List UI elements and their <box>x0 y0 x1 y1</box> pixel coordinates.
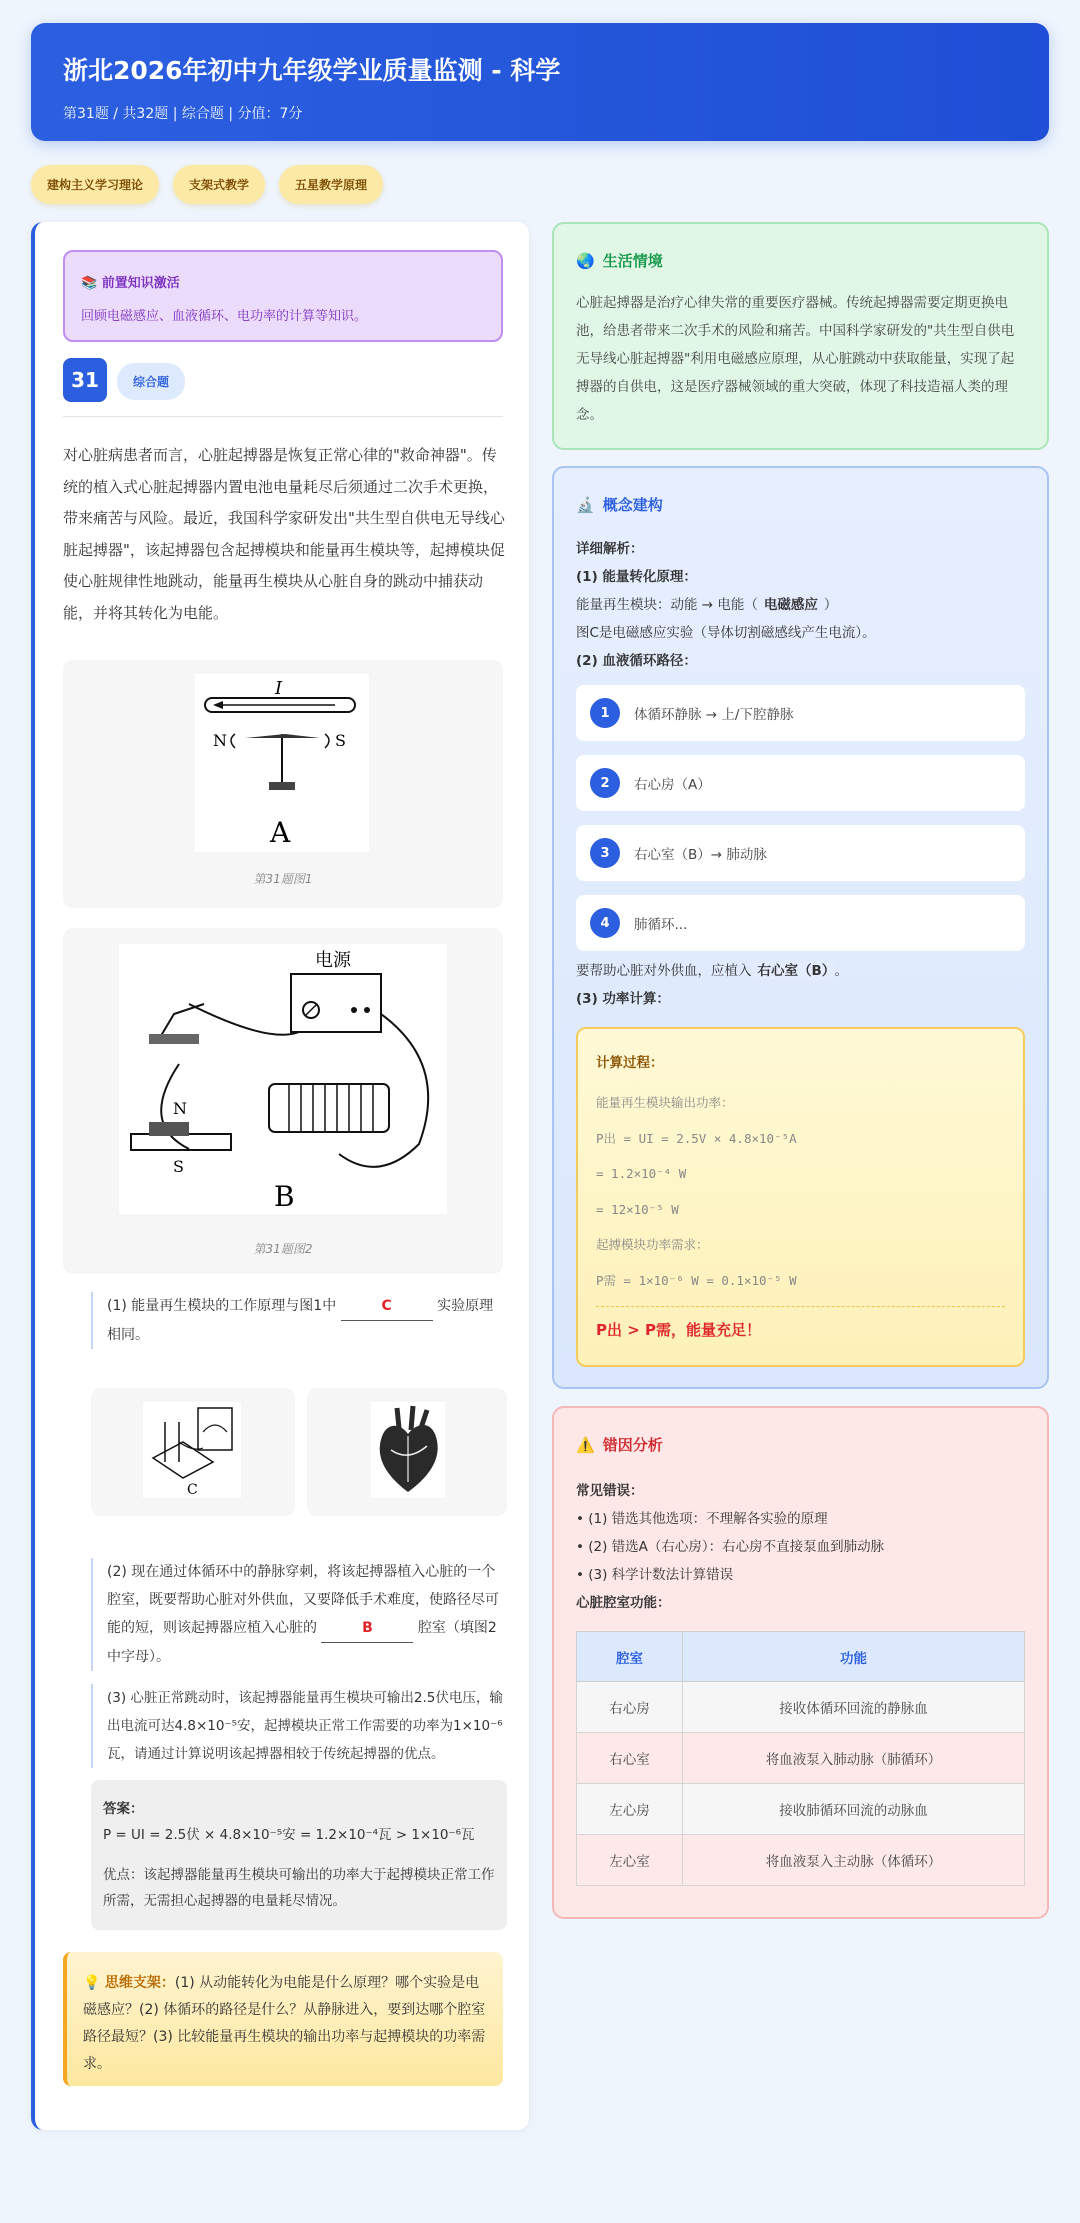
table-row <box>577 1835 1025 1886</box>
dashed-divider <box>596 1306 1005 1307</box>
fig2-label: B <box>274 1180 295 1213</box>
chamber-cell: 左心室 <box>577 1835 683 1886</box>
prior-title: 前置知识激活 <box>101 276 180 291</box>
answer-title: 答案： <box>103 1801 144 1817</box>
thinking-scaffold-box <box>63 1952 503 2086</box>
function-cell: 将血液泵入主动脉（体循环） <box>683 1835 1025 1886</box>
table-heading: 心脏腔室功能： <box>576 1595 671 1611</box>
life-text: 心脏起搏器是治疗心律失常的重要医疗器械。传统起搏器需要定期更换电池，给患者带来二次手术的风险和痛苦。中国科学家研发的"共生型自供电无导线心脏起搏器"利用电磁感应原理，从心脏跳动中获取能量，实现了起搏器的自供电，这是医疗器械领域的重大突破，体现了科技造福人类的理念。 <box>576 295 1015 423</box>
step-text: 右心房（A） <box>634 777 711 793</box>
life-context-card <box>552 222 1049 450</box>
conclusion-highlight: 右心室（B） <box>752 963 835 979</box>
error-title: 错因分析 <box>602 1436 663 1454</box>
table-row <box>577 1733 1025 1784</box>
figure-2-image <box>119 944 447 1214</box>
question-panel <box>31 222 529 2130</box>
conclusion-post: 。 <box>834 963 849 979</box>
part1-line-2: 图C是电磁感应实验（导体切割磁感线产生电流）。 <box>576 625 876 641</box>
think-text: (1) 从动能转化为电能是什么原理？哪个实验是电磁感应？(2) 体循环的路径是什么？从静脉进入，要到达哪个腔室路径最短？(3) 比较能量再生模块的输出功率与起搏模块的功率需求。 <box>83 1975 486 2072</box>
tag-scaffolding[interactable]: 支架式教学 <box>173 165 265 204</box>
sub-question-3: (3) 心脏正常跳动时，该起搏器能量再生模块可输出2.5伏电压，输出电流可达4.8×10⁻⁵安，起搏模块正常工作需要的功率为1×10⁻⁶瓦，请通过计算说明该起搏器相较于传统起搏器的优点。 <box>91 1684 507 1768</box>
heart-image <box>371 1402 445 1498</box>
sub2-text-pre: (2) 现在通过体循环中的静脉穿刺，将该起搏器植入心脏的一个腔室，既要帮助心脏对外供血，又要降低手术难度，使路径尽可能的短，则该起搏器应植入心脏的 <box>107 1564 499 1636</box>
circulation-step <box>576 895 1025 951</box>
part1-line-pre: 能量再生模块：动能 → 电能（ <box>576 597 758 613</box>
lightbulb-icon: 💡 <box>83 1975 101 1991</box>
table-header: 功能 <box>683 1632 1025 1682</box>
fig2-s-label: S <box>173 1157 184 1176</box>
calc-line: P需 = 1×10⁻⁶ W = 0.1×10⁻⁵ W <box>596 1272 797 1288</box>
figure-c-image <box>143 1402 241 1498</box>
part2-conclusion <box>576 957 1025 985</box>
calculation-box <box>576 1027 1025 1367</box>
figure-1-image <box>195 674 369 852</box>
sub1-text-pre: (1) 能量再生模块的工作原理与图1中 <box>107 1298 337 1314</box>
step-number: 3 <box>590 838 620 868</box>
part1-line-post: ） <box>823 597 838 613</box>
fig1-n-label: N <box>213 731 227 750</box>
theory-tags <box>31 165 383 204</box>
prior-knowledge-box <box>63 250 503 342</box>
error-item: • (2) 错选A（右心房）：右心房不直接泵血到肺动脉 <box>576 1539 885 1555</box>
calc-title: 计算过程： <box>596 1055 664 1071</box>
warning-icon: ⚠️ <box>576 1435 595 1454</box>
chamber-cell: 右心室 <box>577 1733 683 1784</box>
concept-card <box>552 466 1049 1389</box>
page-title: 浙北2026年初中九年级学业质量监测 - 科学 <box>63 56 561 85</box>
calc-line: P出 = UI = 2.5V × 4.8×10⁻⁵A <box>596 1130 797 1146</box>
step-text: 右心室（B）→ 肺动脉 <box>634 847 767 863</box>
answer-line-2: 优点：该起搏器能量再生模块可输出的功率大于起搏模块正常工作所需，无需担心起搏器的电量耗尽情况。 <box>103 1867 495 1909</box>
step-text: 肺循环... <box>634 917 688 933</box>
common-errors-heading: 常见错误： <box>576 1483 644 1499</box>
globe-icon: 🌏 <box>576 251 595 270</box>
table-row <box>577 1784 1025 1835</box>
detail-heading: 详细解析： <box>576 541 644 557</box>
circulation-step <box>576 825 1025 881</box>
figure-1-caption: 第31题图1 <box>253 872 313 886</box>
figure-heart <box>307 1388 507 1516</box>
conclusion-pre: 要帮助心脏对外供血，应植入 <box>576 963 752 979</box>
part1-highlight: 电磁感应 <box>758 597 824 613</box>
sub-question-2 <box>91 1558 507 1671</box>
table-header: 腔室 <box>577 1632 683 1682</box>
error-item: • (1) 错选其他选项：不理解各实验的原理 <box>576 1511 828 1527</box>
function-cell: 接收体循环回流的静脉血 <box>683 1682 1025 1733</box>
page-header <box>31 23 1049 141</box>
think-title: 思维支架： <box>104 1975 175 1991</box>
heart-chamber-table <box>576 1631 1025 1886</box>
question-type-badge: 综合题 <box>117 363 185 400</box>
fig1-current-label: I <box>275 678 283 699</box>
sub1-text-post: 实验原理相同。 <box>107 1298 494 1343</box>
step-number: 2 <box>590 768 620 798</box>
figure-2-caption: 第31题图2 <box>253 1242 313 1256</box>
microscope-icon: 🔬 <box>576 495 595 514</box>
chamber-cell: 右心房 <box>577 1682 683 1733</box>
calc-line: = 12×10⁻⁵ W <box>596 1201 679 1217</box>
step-number: 1 <box>590 698 620 728</box>
circulation-step <box>576 685 1025 741</box>
divider <box>63 416 503 417</box>
calc-line: 起搏模块功率需求： <box>596 1237 709 1252</box>
fig2-n-label: N <box>173 1099 187 1118</box>
question-number: 31 <box>63 358 107 402</box>
step-number: 4 <box>590 908 620 938</box>
sub-question-1 <box>91 1292 507 1349</box>
fig1-label: A <box>270 816 291 849</box>
function-cell: 将血液泵入肺动脉（肺循环） <box>683 1733 1025 1784</box>
table-row <box>577 1682 1025 1733</box>
question-stem: 对心脏病患者而言，心脏起搏器是恢复正常心律的"救命神器"。传统的植入式心脏起搏器内置电池电量耗尽后须通过二次手术更换，带来痛苦与风险。最近，我国科学家研发出"共生型自供电无导线心脏起搏器"，该起搏器包含起搏模块和能量再生模块等，起搏模块促使心脏规律性地跳动，能量再生模块从心脏自身的跳动中捕获动能，并将其转化为电能。 <box>63 446 505 622</box>
life-title: 生活情境 <box>602 252 663 270</box>
concept-title: 概念建构 <box>602 496 663 514</box>
circulation-step <box>576 755 1025 811</box>
books-icon: 📚 <box>81 276 98 291</box>
prior-desc: 回顾电磁感应、血液循环、电功率的计算等知识。 <box>81 309 368 324</box>
error-item: • (3) 科学计数法计算错误 <box>576 1567 734 1583</box>
answer-box <box>91 1780 507 1930</box>
figure-c <box>91 1388 295 1516</box>
fig1-s-label: S <box>335 731 346 750</box>
function-cell: 接收肺循环回流的动脉血 <box>683 1784 1025 1835</box>
sub1-answer-blank: C <box>341 1292 433 1321</box>
chamber-cell: 左心房 <box>577 1784 683 1835</box>
part1-line <box>576 591 1025 619</box>
calc-line: 能量再生模块输出功率： <box>596 1095 734 1110</box>
tag-five-star[interactable]: 五星教学原理 <box>279 165 383 204</box>
figc-label: C <box>187 1482 198 1498</box>
tag-constructivism[interactable]: 建构主义学习理论 <box>31 165 159 204</box>
fig2-power-label: 电源 <box>315 950 351 971</box>
sub2-text-post: 腔室（填图2中字母）。 <box>107 1620 497 1665</box>
part2-title: (2) 血液循环路径： <box>576 653 697 669</box>
calc-result: P出 > P需，能量充足！ <box>596 1321 762 1339</box>
figure-1 <box>63 660 503 908</box>
step-text: 体循环静脉 → 上/下腔静脉 <box>634 707 794 723</box>
part1-title: (1) 能量转化原理： <box>576 569 697 585</box>
sub2-answer-blank: B <box>321 1614 413 1643</box>
figure-2 <box>63 928 503 1274</box>
part3-title: (3) 功率计算： <box>576 991 670 1007</box>
calc-line: = 1.2×10⁻⁴ W <box>596 1166 687 1181</box>
page-subtitle: 第31题 / 共32题 | 综合题 | 分值：7分 <box>63 106 303 122</box>
error-analysis-card <box>552 1406 1049 1919</box>
answer-line-1: P = UI = 2.5伏 × 4.8×10⁻⁵安 = 1.2×10⁻⁴瓦 > 1×10⁻⁶瓦 <box>103 1827 475 1843</box>
